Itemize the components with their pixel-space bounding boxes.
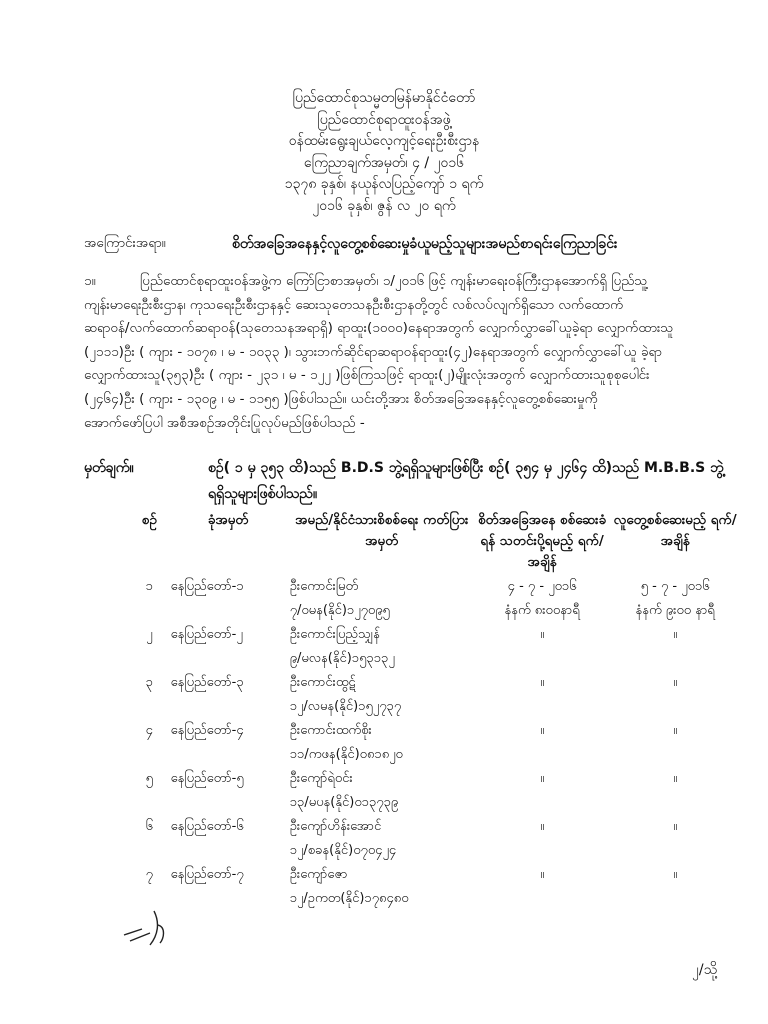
cell-nrc: ၁၃/မပန(နိုင်)၀၁၃၇၃၉ [289,795,399,810]
paragraph-line-text: ပြည်ထောင်စုရာထူးဝန်အဖွဲ့က ကြော်ငြာစာအမှတ်၊ ၁/၂၀၁၆ ဖြင့် ကျန်းမာရေးဝန်ကြီးဌာနအောက်ရှိ ပြည်သူ့ [140,273,648,289]
cell-report-date: ။ [540,723,545,738]
cell-report-date: ။ [540,867,545,882]
cell-empty [130,743,169,767]
cell-seat-no: နေပြည်တော်-၁ [170,579,244,594]
subject-text: စိတ်အခြေအနေနှင့်လူတွေ့စစ်ဆေးမှုခံယူမည့်သူများအမည်စာရင်းကြေညာခြင်း [232,236,618,252]
cell-report-time [476,695,608,719]
col-header-interview-time: လူတွေ့စစ်ဆေးမည့် ရက်/အချိန် [613,512,737,549]
cell-seat-no: နေပြည်တော်-၅ [170,771,244,786]
remark-text: စဉ်( ၁ မှ ၃၅၃ ထိ)သည် B.D.S ဘွဲ့ရရှိသူများဖြစ်ပြီး စဉ်( ၃၅၄ မှ ၂၄၆၄ ထိ)သည် M.B.B.S ဘွဲ့ ရရှိသူများဖြစ်ပါသည်။ [208,460,724,502]
table-row [130,719,742,743]
cell-seat-no: နေပြည်တော်-၆ [170,819,244,834]
cell-report-date: ။ [540,675,545,690]
cell-empty [169,791,288,815]
cell-interview-date: ။ [673,867,678,882]
cell-serial: ၇ [145,867,153,882]
paragraph-line [84,270,734,294]
handwritten-initial [120,905,180,949]
cell-empty [169,647,288,671]
cell-empty [169,887,288,911]
table-row [130,671,742,695]
cell-empty [130,791,169,815]
cell-report-date: ။ [540,819,545,834]
cell-nrc: ၉/မလန(နိုင်)၁၅၃၁၃၂ [289,651,395,666]
cell-interview-time [608,839,742,863]
cell-serial: ၃ [145,675,153,690]
table-row [130,575,742,599]
cell-seat-no: နေပြည်တော်-၃ [170,675,244,690]
cell-report-time [476,647,608,671]
cell-nrc: ၁၁/ကဖန(နိုင်)၀၈၁၈၂၀ [289,747,403,762]
col-header-report-time: စိတ်အခြေအနေ စစ်ဆေးခံရန် သတင်းပို့ရမည့် ရက်/အချိန် [478,512,607,570]
table-row [130,623,742,647]
cell-empty [169,695,288,719]
paragraph-line: ဆရာဝန်/လက်ထောက်ဆရာဝန်(သုတေသနအရာရှိ) ရာထူး(၁၀၀၀)နေရာအတွက် လျှောက်လွှာခေါ်ယူခဲ့ရာ လျှောက်ထားသူ [84,320,674,337]
cell-report-date: ။ [540,771,545,786]
cell-report-time [476,839,608,863]
header-line-myanmar-date: ၁၃၇၈ ခုနှစ်၊ နယုန်လပြည့်ကျော် ၁ ရက် [284,176,484,192]
cell-interview-date: ။ [673,819,678,834]
table-row-sub [130,887,742,911]
cell-seat-no: နေပြည်တော်-၄ [170,723,244,738]
col-header-serial: စဉ် [141,512,157,528]
cell-name: ဦးကောင်းပြည့်သျှန် [289,627,380,642]
cell-empty [169,599,288,623]
paragraph-line: လျှောက်ထားသူ(၃၅၃)ဦး ( ကျား - ၂၃၁ ၊ မ - ၁၂၂ )ဖြစ်ကြသဖြင့် ရာထူး(၂)မျိုးလုံးအတွက် လျှောက်ထားသူစုစုပေါင်း [84,367,650,384]
table-row-sub [130,647,742,671]
cell-nrc: ၁၂/ဥကတ(နိုင်)၁၇၈၄၈၀ [289,891,409,906]
cell-nrc: ၁၂/စခန(နိုင်)၀၇၀၄၂၄ [289,843,397,858]
cell-empty [130,695,169,719]
cell-report-time [476,791,608,815]
table-row-sub [130,791,742,815]
cell-interview-date: ၅ - ၇ - ၂၀၁၆ [640,579,710,594]
cell-empty [169,743,288,767]
cell-serial: ၄ [145,723,153,738]
cell-report-time [476,887,608,911]
cell-serial: ၅ [145,771,153,786]
letterhead [0,88,768,217]
cell-interview-time [608,695,742,719]
cell-empty [169,839,288,863]
cell-empty [130,839,169,863]
cell-interview-date: ။ [673,723,678,738]
cell-report-date: ၄ - ၇ - ၂၀၁၆ [507,579,577,594]
cell-seat-no: နေပြည်တော်-၂ [170,627,243,642]
subject-line [84,234,734,256]
table-row [130,863,742,887]
cell-interview-time [608,743,742,767]
cell-nrc: ၇/ဝမန(နိုင်)၁၂၇၀၉၅ [289,603,390,618]
cell-interview-time [608,791,742,815]
table-header-row [130,508,742,575]
cell-report-date: ။ [540,627,545,642]
header-line-date: ၂၀၁၆ ခုနှစ်၊ ဇွန် လ ၂၀ ရက် [312,197,456,214]
paragraph-line: (၂၁၁၁)ဦး ( ကျား - ၁၀၇၈ ၊ မ - ၁၀၃၃ )၊ သွားဘက်ဆိုင်ရာဆရာဝန်ရာထူး(၄၂)နေရာအတွက် လျှောက်လွှာခေါ်ယူ ခဲ့ရာ [84,343,662,360]
paragraph-line: အောက်ဖော်ပြပါ အစီအစဉ်အတိုင်းပြုလုပ်မည်ဖြစ်ပါသည် - [84,414,365,431]
cell-report-time: နံနက် ၈း၀၀နာရီ [504,603,580,618]
cell-nrc: ၁၂/လမန(နိုင်)၁၅၂၇၃၇ [289,699,402,714]
table-row [130,767,742,791]
cell-interview-time: နံနက် ၉း၀၀ နာရီ [635,603,715,618]
table-row-sub [130,599,742,623]
cell-serial: ၂ [146,627,153,642]
cell-report-time [476,743,608,767]
cell-name: ဦးကောင်းထွဋ် [289,675,356,690]
remark-label: မှတ်ချက်။ [84,460,134,476]
cell-interview-time [608,887,742,911]
page-continuation-marker: ၂/သို့ [692,962,718,978]
col-header-name-nrc: အမည်/နိုင်ငံသားစိစစ်ရေး ကတ်ပြားအမှတ် [295,512,469,549]
header-line-department: ဝန်ထမ်းရွေးချယ်လေ့ကျင့်ရေးဦးစီးဌာန [288,133,480,149]
header-line-commission: ပြည်ထောင်စုရာထူးဝန်အဖွဲ့ [317,111,451,128]
candidate-table [130,508,742,911]
table-row-sub [130,743,742,767]
cell-empty [130,599,169,623]
cell-serial: ၁ [145,579,153,594]
paragraph-line: (၂၄၆၄)ဦး ( ကျား - ၁၃၀၉ ၊ မ - ၁၁၅၅ )ဖြစ်ပါသည်။ ယင်းတို့အား စိတ်အခြေအနေနှင့်လူတွေ့စစ်ဆေးမှုကို [84,390,598,407]
col-header-seat-no: ခုံအမှတ် [207,512,249,528]
cell-name: ဦးကောင်းထက်စိုး [289,723,372,738]
header-line-announcement-no: ကြေညာချက်အမှတ်၊ ၄ / ၂၀၁၆ [303,154,465,171]
body-paragraph [84,270,734,435]
cell-interview-date: ။ [673,627,678,642]
paragraph-line: ကျန်းမာရေးဦးစီးဌာန၊ ကုသရေးဦးစီးဌာနနှင့် ဆေးသုတေသနဦးစီးဌာနတို့တွင် လစ်လပ်လျက်ရှိသော လက်ထောက် [84,296,624,313]
cell-name: ဦးကျော်ရဲဝင်း [289,771,353,786]
table-row-sub [130,695,742,719]
cell-interview-date: ။ [673,771,678,786]
cell-interview-time [608,647,742,671]
subject-label: အကြောင်းအရာ။ [84,235,166,251]
header-line-country: ပြည်ထောင်စုသမ္မတမြန်မာနိုင်ငံတော် [292,90,476,106]
cell-empty [130,647,169,671]
cell-serial: ၆ [145,819,153,834]
cell-name: ဦးကောင်းမြတ် [289,579,359,594]
table-row [130,815,742,839]
cell-seat-no: နေပြည်တော်-၇ [170,867,244,882]
cell-interview-date: ။ [673,675,678,690]
cell-name: ဦးကျော်ဇော [289,867,348,882]
table-row-sub [130,839,742,863]
cell-name: ဦးကျော်ဟိန်းအောင် [289,819,382,834]
paragraph-number: ၁။ [84,273,96,289]
